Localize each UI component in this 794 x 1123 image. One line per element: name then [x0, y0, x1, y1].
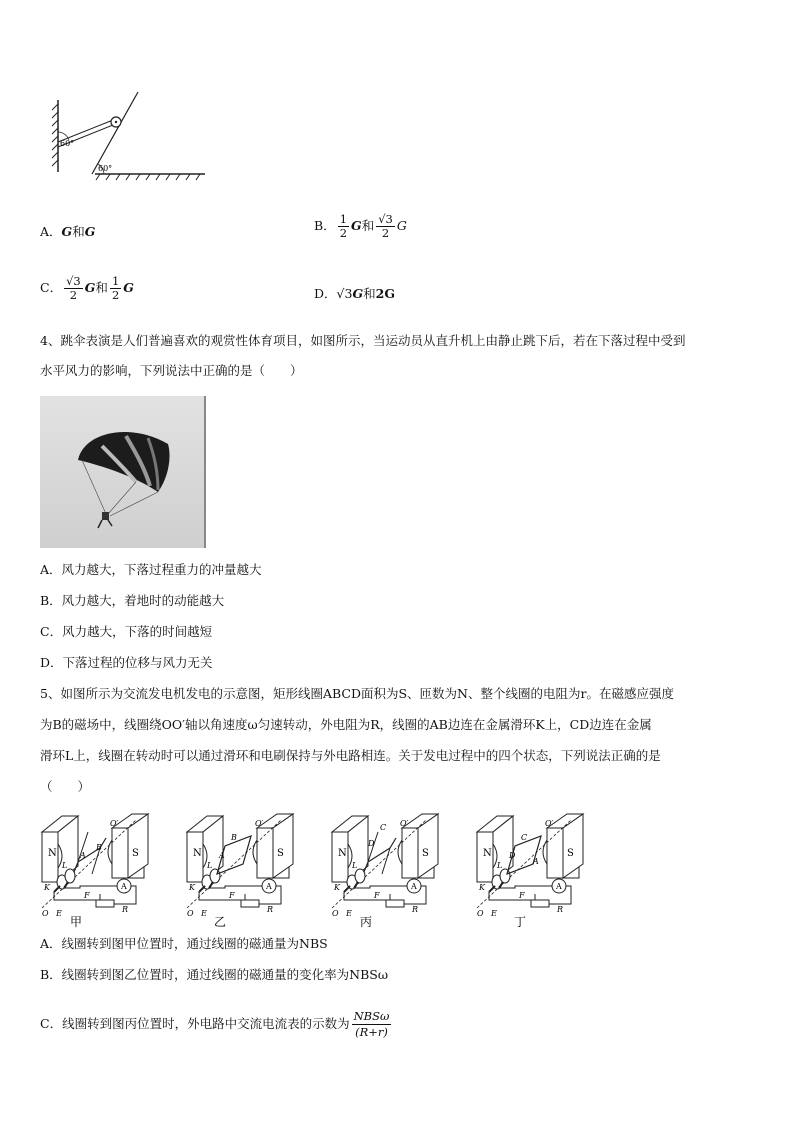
- parachute-photo: [40, 396, 206, 548]
- svg-text:O′: O′: [400, 819, 409, 828]
- svg-text:S: S: [567, 848, 574, 859]
- q5-stem-line-1: 5、如图所示为交流发电机发电的示意图，矩形线圈ABCD面积为S、匝数为N、整个线圈的电阻为r。在磁感应强度: [40, 686, 674, 701]
- option-letter: D．: [314, 286, 337, 301]
- svg-text:R: R: [557, 905, 564, 914]
- svg-text:O: O: [332, 909, 339, 918]
- svg-text:R: R: [412, 905, 419, 914]
- svg-text:E: E: [346, 909, 352, 918]
- svg-text:S: S: [277, 848, 284, 859]
- q3-angle-wall: 60°: [60, 139, 75, 148]
- svg-text:F: F: [84, 891, 90, 900]
- svg-text:F: F: [229, 891, 235, 900]
- figure-label-bing: 丙: [360, 915, 373, 929]
- svg-text:E: E: [56, 909, 62, 918]
- q5-stem-line-3: 滑环L上，线圈在转动时可以通过滑环和电刷保持与外电路相连。关于发电过程中的四个状态，下列说法正确的是: [40, 748, 661, 763]
- svg-text:L: L: [352, 861, 358, 870]
- svg-text:K: K: [334, 883, 340, 892]
- current-fraction: $\frac{\text{NBSω}}{(R+r)}$: [353, 1009, 390, 1039]
- svg-text:K: K: [44, 883, 50, 892]
- svg-text:D: D: [368, 839, 375, 848]
- fraction-root3-half: $\frac{√3}{2}$: [378, 212, 393, 240]
- figure-label-yi: 乙: [214, 915, 227, 929]
- svg-text:B: B: [231, 833, 237, 842]
- svg-text:A: A: [121, 882, 127, 891]
- svg-text:S: S: [132, 848, 139, 859]
- q5-option-b[interactable]: B．线圈转到图乙位置时，通过线圈的磁通量的变化率为NBSω: [40, 967, 389, 982]
- q4-option-d[interactable]: D．下落过程的位移与风力无关: [40, 655, 213, 670]
- svg-text:O: O: [42, 909, 49, 918]
- svg-text:L: L: [497, 861, 503, 870]
- option-letter: B．: [314, 218, 336, 233]
- svg-text:K: K: [189, 883, 195, 892]
- q4-stem-line-2: 水平风力的影响，下列说法中正确的是（ ）: [40, 363, 303, 378]
- svg-text:O: O: [187, 909, 194, 918]
- figure-label-jia: 甲: [70, 915, 83, 929]
- svg-text:O′: O′: [255, 819, 264, 828]
- svg-text:N: N: [338, 848, 347, 859]
- q5-stem-line-2: 为B的磁场中，线圈绕OO′轴以角速度ω匀速转动，外电阻为R，线圈的AB边连在金属滑环K上，CD边连在金属: [40, 717, 652, 732]
- svg-text:O: O: [477, 909, 484, 918]
- q4-option-a[interactable]: A．风力越大，下落过程重力的冲量越大: [40, 562, 262, 577]
- q3-option-a[interactable]: A．G和G: [40, 224, 96, 239]
- q5-stem-line-4: （ ）: [40, 779, 91, 794]
- svg-text:O′: O′: [545, 819, 554, 828]
- svg-text:A: A: [266, 882, 272, 891]
- generator-figures: [40, 812, 600, 930]
- svg-text:A: A: [80, 851, 86, 860]
- svg-text:A: A: [556, 882, 562, 891]
- fraction-one-half: $\frac{1}{2}$: [339, 212, 348, 240]
- q5-option-a[interactable]: A．线圈转到图甲位置时，通过线圈的磁通量为NBS: [40, 936, 328, 951]
- q4-option-c[interactable]: C．风力越大，下落的时间越短: [40, 624, 213, 639]
- option-c-text: C．线圈转到图丙位置时，外电路中交流电流表的示数为: [40, 1016, 350, 1031]
- figure-label-ding: 丁: [514, 915, 527, 929]
- q3-option-c[interactable]: C． $\frac{√3}{2}$ G和 $\frac{1}{2}$ G: [40, 274, 134, 302]
- option-letter: A．: [40, 224, 62, 239]
- option-letter: C．: [40, 280, 63, 295]
- svg-text:F: F: [519, 891, 525, 900]
- svg-text:A: A: [219, 851, 225, 860]
- svg-text:A: A: [411, 882, 417, 891]
- q4-option-b[interactable]: B．风力越大，着地时的动能越大: [40, 593, 225, 608]
- svg-text:L: L: [62, 861, 68, 870]
- svg-text:C: C: [380, 823, 387, 832]
- svg-text:S: S: [422, 848, 429, 859]
- svg-text:N: N: [193, 848, 202, 859]
- q3-incline-figure: [40, 90, 210, 185]
- svg-text:E: E: [201, 909, 207, 918]
- svg-text:N: N: [483, 848, 492, 859]
- q3-option-d[interactable]: D．√3G和2G: [314, 286, 396, 301]
- svg-text:R: R: [267, 905, 274, 914]
- q4-stem-line-1: 4、跳伞表演是人们普遍喜欢的观赏性体育项目，如图所示，当运动员从直升机上由静止跳下后，若在下落过程中受到: [40, 333, 686, 348]
- svg-text:D: D: [509, 851, 516, 860]
- svg-text:K: K: [479, 883, 485, 892]
- svg-text:O′: O′: [110, 819, 119, 828]
- fraction-one-half: $\frac{1}{2}$: [111, 274, 120, 302]
- fraction-root3-half: $\frac{√3}{2}$: [66, 274, 81, 302]
- q5-option-c[interactable]: [40, 1004, 393, 1044]
- svg-text:E: E: [491, 909, 497, 918]
- svg-text:L: L: [207, 861, 213, 870]
- svg-text:C: C: [521, 833, 528, 842]
- q3-angle-ground: 60°: [98, 164, 113, 173]
- svg-text:B: B: [96, 843, 102, 852]
- parachute-icon: [40, 396, 204, 548]
- q3-option-b[interactable]: B． $\frac{1}{2}$ G和 $\frac{√3}{2}$ G: [314, 212, 407, 240]
- svg-text:R: R: [122, 905, 129, 914]
- svg-text:A: A: [533, 857, 539, 866]
- svg-text:N: N: [48, 848, 57, 859]
- svg-text:F: F: [374, 891, 380, 900]
